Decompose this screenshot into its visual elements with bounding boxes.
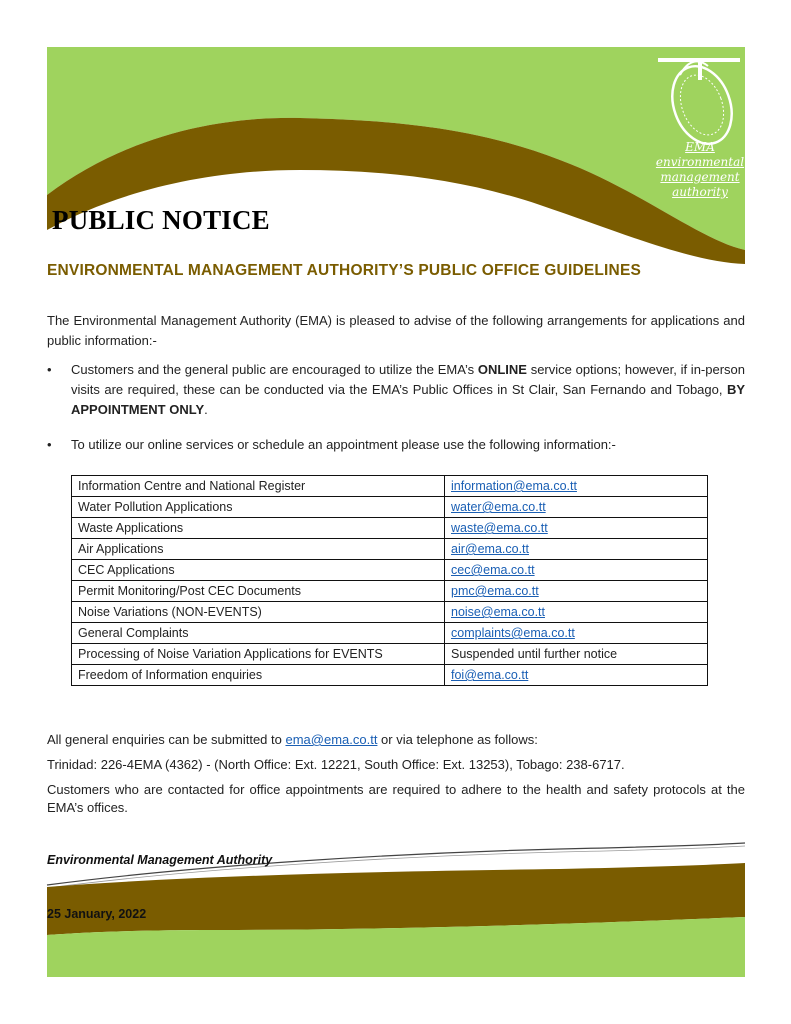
- contacts-table: [71, 475, 708, 686]
- list-item: • Customers and the general public are encouraged to utilize the EMA’s ONLINE service options; however, if in-person visits are required, these can be conducted via the EMA’s Public Offices in St Clair, San Fernando and Tobago, BY APPOINTMENT ONLY.: [47, 362, 746, 417]
- contact-label: Air Applications: [72, 539, 445, 560]
- contact-label: Processing of Noise Variation Applications for EVENTS: [72, 644, 445, 665]
- logo-line-2: environmental: [655, 155, 745, 169]
- table-row: [72, 539, 708, 560]
- table-row: [72, 476, 708, 497]
- contact-value-cell: [445, 602, 708, 623]
- contact-label: Water Pollution Applications: [72, 497, 445, 518]
- contact-email-link[interactable]: foi@ema.co.tt: [451, 668, 529, 682]
- contact-value-cell: [445, 581, 708, 602]
- enquiries-line-3: Customers who are contacted for office appointments are required to adhere to the health and safety protocols at the EMA’s offices.: [47, 782, 745, 815]
- contact-value-cell: [445, 497, 708, 518]
- enquiries-line-2: Trinidad: 226-4EMA (4362) - (North Office: Ext. 12221, South Office: Ext. 13253), Tobago: 238-6717.: [47, 757, 625, 772]
- contact-label: Waste Applications: [72, 518, 445, 539]
- general-email-link[interactable]: ema@ema.co.tt: [285, 732, 378, 747]
- table-row: [72, 602, 708, 623]
- contact-value-cell: [445, 665, 708, 686]
- contact-label: Permit Monitoring/Post CEC Documents: [72, 581, 445, 602]
- table-row: [72, 497, 708, 518]
- contact-email-link[interactable]: air@ema.co.tt: [451, 542, 529, 556]
- contact-email-link[interactable]: waste@ema.co.tt: [451, 521, 548, 535]
- contact-value-cell: [445, 539, 708, 560]
- logo-line-1: EMA: [685, 140, 715, 154]
- contact-email-link[interactable]: information@ema.co.tt: [451, 479, 577, 493]
- table-row: [72, 560, 708, 581]
- contact-email-link[interactable]: noise@ema.co.tt: [451, 605, 545, 619]
- contact-label: Information Centre and National Register: [72, 476, 445, 497]
- signoff-organization: Environmental Management Authority: [47, 853, 273, 867]
- contact-email-link[interactable]: complaints@ema.co.tt: [451, 626, 575, 640]
- bullet-icon: •: [47, 437, 52, 452]
- intro-paragraph: The Environmental Management Authority (EMA) is pleased to advise of the following arrangements for applications and public information:-: [47, 313, 745, 348]
- contact-label: Freedom of Information enquiries: [72, 665, 445, 686]
- contact-value-cell: Suspended until further notice: [445, 644, 708, 665]
- list-item: • To utilize our online services or schedule an appointment please use the following information:-: [47, 435, 745, 455]
- table-row: [72, 518, 708, 539]
- contact-label: CEC Applications: [72, 560, 445, 581]
- contact-email-link[interactable]: cec@ema.co.tt: [451, 563, 535, 577]
- contact-label: Noise Variations (NON-EVENTS): [72, 602, 445, 623]
- contact-value-cell: [445, 560, 708, 581]
- page-title: PUBLIC NOTICE: [52, 205, 270, 235]
- bullet-list: [47, 360, 745, 455]
- bullet-icon: •: [47, 362, 52, 377]
- table-row: [72, 623, 708, 644]
- table-row: [72, 581, 708, 602]
- page-subtitle: ENVIRONMENTAL MANAGEMENT AUTHORITY’S PUBLIC OFFICE GUIDELINES: [47, 262, 642, 279]
- contact-email-link[interactable]: pmc@ema.co.tt: [451, 584, 539, 598]
- contact-label: General Complaints: [72, 623, 445, 644]
- logo-line-3: management: [660, 170, 740, 184]
- notice-date: 25 January, 2022: [47, 907, 147, 921]
- table-row: [72, 644, 708, 665]
- table-row: [72, 665, 708, 686]
- contact-value-cell: [445, 476, 708, 497]
- logo-line-4: authority: [672, 185, 728, 199]
- contact-email-link[interactable]: water@ema.co.tt: [451, 500, 546, 514]
- enquiries-line-1: All general enquiries can be submitted to ema@ema.co.tt or via telephone as follows:: [47, 732, 538, 747]
- contact-value-cell: [445, 518, 708, 539]
- logo-wordmark: [650, 140, 750, 200]
- contact-value-cell: [445, 623, 708, 644]
